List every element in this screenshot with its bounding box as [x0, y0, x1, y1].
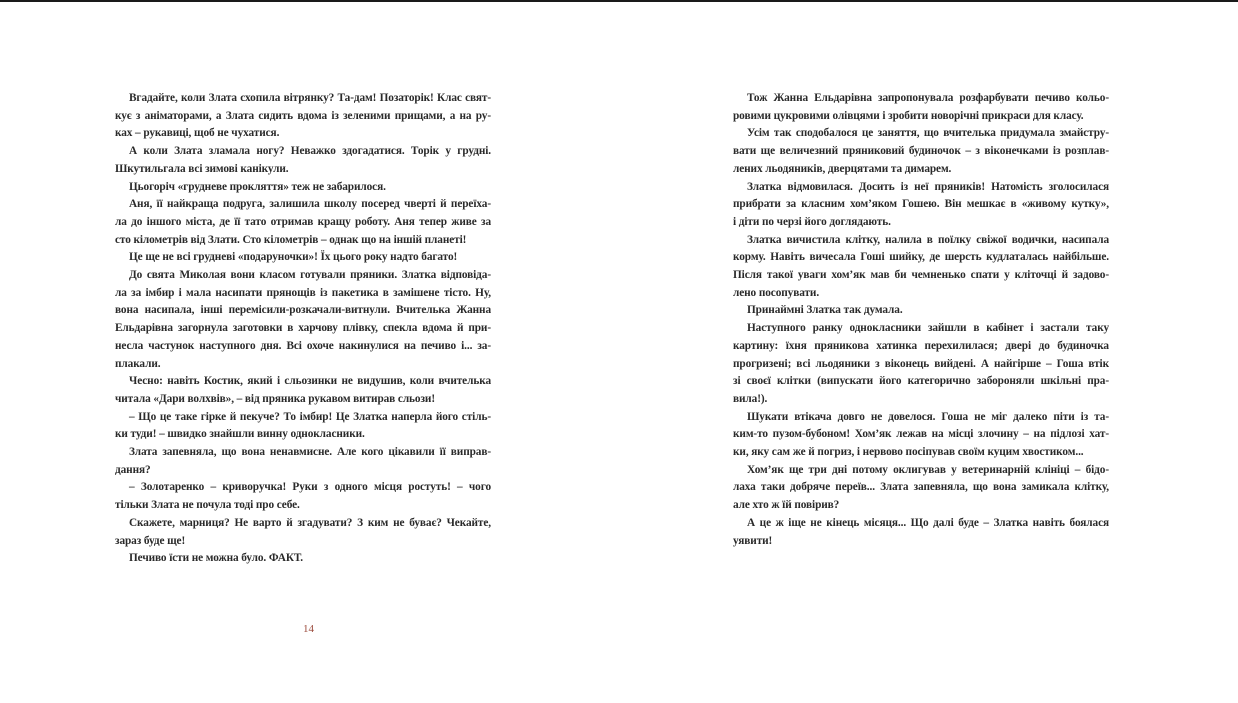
text-line: тільки Злата не почула тоді про себе. [115, 499, 300, 512]
text-line: Ельдарівна загорнула заготовки в харчову плівку, спекла вдома й при- [115, 322, 491, 335]
text-line: прогризені; всі льодяники з віконець вийдені. А найгірше – Гоша втік [733, 357, 1109, 370]
text-line: лено посопувати. [733, 286, 820, 299]
left-page-text [115, 90, 491, 568]
text-line: Вгадайте, коли Злата схопила вітрянку? Та-дам! Позаторік! Клас свят- [129, 92, 491, 104]
text-line: Шкутильгала всі зимові канікули. [115, 162, 289, 175]
text-line: ки, яку сам же й погриз, і нервово посіпував своїм куцим хвостиком... [733, 446, 1084, 459]
text-line: але хто ж їй повірив? [733, 499, 840, 512]
text-line: лаха таки добряче переїв... Злата запевняла, що вона замикала клітку, [733, 481, 1109, 494]
text-line: Принаймні Златка так думала. [747, 304, 903, 317]
text-line: читала «Дари волхвів», – від пряника рукавом витирав сльози! [115, 392, 435, 405]
text-line: Златка вичистила клітку, налила в поїлку свіжої водички, насипала [747, 233, 1109, 246]
text-line: Аня, її найкраща подруга, залишила школу посеред чверті й переїха- [129, 198, 491, 211]
text-line: – Що це таке гірке й пекуче? То імбир! Це Златка наперла його стіль- [129, 410, 491, 423]
text-line: Усім так сподобалося це заняття, що вчителька придумала змайстру- [747, 127, 1109, 140]
text-line: Після такої уваги хом’як мав би чемненько спати у кліточці й задово- [733, 269, 1109, 282]
text-line: лених льодяників, дверцятами та димарем. [733, 162, 952, 175]
text-line: А це ж іще не кінець місяця... Що далі буде – Златка навіть боялася [747, 516, 1109, 529]
text-line: – Золотаренко – криворучка! Руки з одного місця ростуть! – чого [129, 481, 491, 494]
text-line: уявити! [733, 534, 773, 547]
text-line: прибрати за класним хом’яком Гошею. Він мешкає в «живому кутку», [733, 198, 1109, 211]
text-line: Хом’як ще три дні потому оклигував у ветеринарній клініці – бідо- [747, 463, 1109, 476]
text-line: вила!). [733, 392, 768, 405]
text-line: До свята Миколая вони класом готували пряники. Златка відповіда- [129, 269, 491, 282]
text-line: ла за імбир і мала насипати прянощів із пакетика в замішене тісто. Ну, [115, 286, 491, 299]
text-line: несла частунок наступного дня. Всі охоче накинулися на печиво і... за- [115, 339, 491, 352]
text-line: дання? [115, 463, 151, 476]
text-line: вати ще величезний пряниковий будиночок – з віконечками із розплав- [733, 145, 1109, 158]
text-line: Чесно: навіть Костик, який і сльозинки не видушив, коли вчителька [129, 375, 491, 388]
text-line: ровими цукровими олівцями і зробити новорічні прикраси для класу. [733, 109, 1084, 122]
text-line: ла до іншого міста, де її тато отримав кращу роботу. Аня тепер живе за [115, 215, 491, 228]
right-page-text [733, 90, 1109, 550]
text-line: Цьогоріч «грудневе прокляття» теж не забарилося. [129, 180, 386, 193]
text-line: Тож Жанна Ельдарівна запропонувала розфарбувати печиво кольо- [747, 92, 1109, 104]
text-line: Печиво їсти не можна було. ФАКТ. [129, 552, 303, 565]
text-line: вона насипала, інші перемісили-розкачали-витнули. Вчителька Жанна [115, 304, 491, 317]
text-line: Це ще не всі грудневі «подаруночки»! Їх цього року надто багато! [129, 251, 458, 264]
top-edge-rule [0, 0, 1238, 2]
text-line: Скажете, марниця? Не варто й згадувати? З ким не буває? Чекайте, [129, 516, 491, 529]
text-line: зараз буде ще! [115, 534, 186, 547]
text-line: Златка відмовилася. Досить із неї пряників! Натомість зголосилася [747, 180, 1109, 193]
text-line: плакали. [115, 357, 161, 370]
text-line: сто кілометрів від Злати. Сто кілометрів – однак що на іншій планеті! [115, 233, 467, 246]
text-line: А коли Злата зламала ногу? Неважко здогадатися. Торік у грудні. [129, 145, 491, 158]
text-line: картину: їхня пряникова хатинка перехилилася; двері до будиночка [733, 339, 1109, 352]
text-line: ки туди! – швидко знайшли винну однокласники. [115, 428, 365, 441]
text-line: і діти по черзі його доглядають. [733, 215, 891, 228]
text-line: ким-то пузом-бубоном! Хом’як лежав на місці злочину – на підлозі хат- [733, 428, 1109, 441]
text-line: Шукати втікача довго не довелося. Гоша не міг далеко піти із та- [747, 410, 1109, 423]
text-line: зі своєї клітки (випускати його категорично забороняли шкільні пра- [733, 375, 1109, 388]
text-line: Наступного ранку однокласники зайшли в кабінет і застали таку [747, 322, 1109, 335]
page-number: 14 [303, 623, 314, 635]
text-line: кує з аніматорами, а Злата сидить вдома із зеленими прищами, а на ру- [115, 109, 491, 122]
text-line: ках – рукавиці, щоб не чухатися. [115, 127, 280, 140]
text-line: корму. Навіть вичесала Гоші шийку, де шерсть кудлаталась найбільше. [733, 251, 1109, 264]
text-line: Злата запевняла, що вона ненавмисне. Але кого цікавили її виправ- [129, 446, 491, 459]
